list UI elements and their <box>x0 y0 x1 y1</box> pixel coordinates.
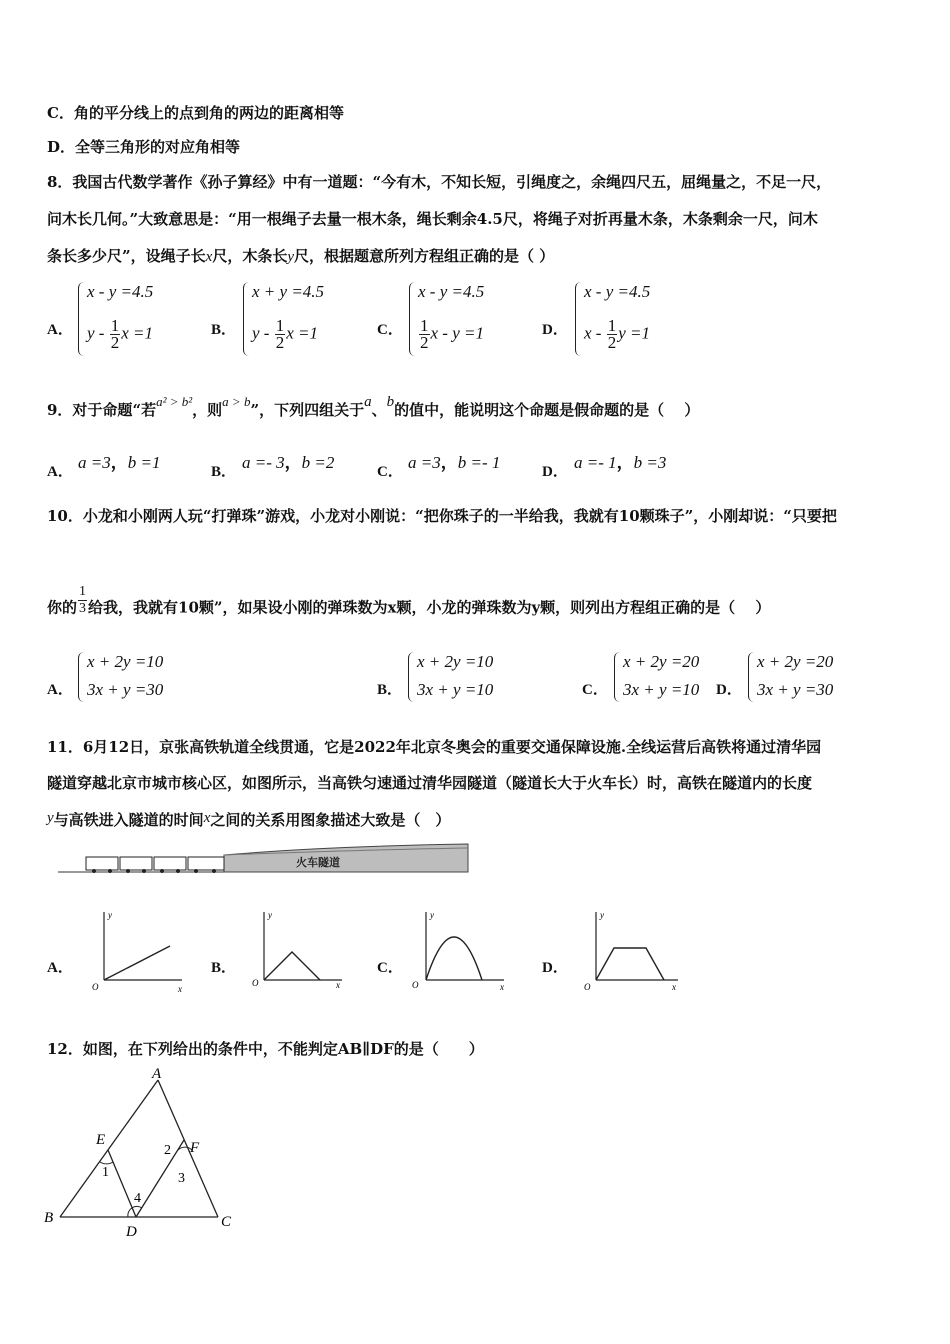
q9-option-a: a =3，b =1 <box>78 453 161 472</box>
q8-line-1: 8．我国古代数学著作《孙子算经》中有一道题：“今有木，不知长短，引绳度之，余绳四尺五，屈绳量之，不足一尺， <box>47 173 832 191</box>
graph-b <box>246 908 346 998</box>
q8-line-2: 问木长几何。”大致意思是：“用一根绳子去量一根木条，绳长剩余4.5尺，将绳子对折再量木条，木条剩余一尺，问木 <box>47 210 818 228</box>
svg-text:F: F <box>190 1140 200 1156</box>
svg-text:C: C <box>221 1214 232 1230</box>
graph-c-curve <box>426 937 482 980</box>
q9-label-d: D． <box>542 464 568 480</box>
graph-b-line <box>264 952 320 980</box>
q7-option-d: D．全等三角形的对应角相等 <box>47 138 241 156</box>
svg-text:x: x <box>672 982 676 992</box>
q9-label-b: B． <box>211 464 237 480</box>
q8-label-b: B． <box>211 322 237 338</box>
q9-stem: 9．对于命题“若a² > b²，则a > b”，下列四组关于a、b的值中，能说明这个命题是假命题的是（ ） <box>47 394 700 419</box>
q8-system-c: x - y =4.5 $\frac{1}{2}$ x - y =1 <box>409 282 529 356</box>
segment-ed <box>108 1150 136 1217</box>
q7-option-c: C．角的平分线上的点到角的两边的距离相等 <box>47 104 344 122</box>
svg-text:y: y <box>108 910 112 920</box>
svg-text:1: 1 <box>102 1165 109 1180</box>
svg-text:O: O <box>252 978 259 988</box>
train-tunnel-figure <box>56 842 472 878</box>
tunnel-label: 火车隧道 <box>296 857 340 869</box>
var-y: y <box>287 249 294 265</box>
q11-label-a: A． <box>47 960 73 976</box>
q10-line-1: 10．小龙和小刚两人玩“打弹珠”游戏，小龙对小刚说：“把你珠子的一半给我，我就有10颗珠子”，小刚却说：“只要把 <box>47 507 837 525</box>
angle-1-arc <box>100 1162 113 1164</box>
q11-label-b: B． <box>211 960 237 976</box>
svg-text:O: O <box>584 982 591 992</box>
graph-c <box>408 908 508 998</box>
train-car-3 <box>154 857 186 870</box>
q8-line-3: 条长多少尺”，设绳子长x尺，木条长y尺，根据题意所列方程组正确的是（ ） <box>47 247 555 265</box>
var-x: x <box>205 249 213 265</box>
q8-label-a: A． <box>47 322 73 338</box>
triangle-figure <box>40 1062 250 1240</box>
q10-label-a: A． <box>47 682 73 698</box>
q10-system-b: x + 2y =10 3x + y =10 <box>408 652 518 702</box>
q11-label-d: D． <box>542 960 568 976</box>
svg-text:y: y <box>430 910 434 920</box>
svg-text:2: 2 <box>164 1143 171 1158</box>
q8-system-a: x - y =4.5 y - $\frac{1}{2}$ x =1 <box>78 282 198 356</box>
q10-label-b: B． <box>377 682 403 698</box>
q11-label-c: C． <box>377 960 403 976</box>
q10-system-d: x + 2y =20 3x + y =30 <box>748 652 858 702</box>
q10-label-c: C． <box>582 682 608 698</box>
q11-line-3: y与高铁进入隧道的时间x之间的关系用图象描述大致是（ ） <box>47 810 451 829</box>
svg-text:B: B <box>44 1210 54 1226</box>
svg-text:x: x <box>336 980 340 990</box>
q10-system-a: x + 2y =10 3x + y =30 <box>78 652 188 702</box>
q9-condition: a² > b² <box>156 394 193 409</box>
q11-line-1: 11．6月12日，京张高铁轨道全线贯通，它是2022年北京冬奥会的重要交通保障设施.全线运营后高铁将通过清华园 <box>47 738 822 756</box>
svg-text:4: 4 <box>134 1191 141 1206</box>
q12-line-1: 12．如图，在下列给出的条件中，不能判定AB∥DF的是（ ） <box>47 1040 484 1058</box>
svg-text:O: O <box>92 982 99 992</box>
q8-label-c: C． <box>377 322 403 338</box>
q10-line-2: 你的 $\frac{1}{3}$ 给我，我就有10颗”，如果设小刚的弹珠数为x颗，小龙的弹珠数为y颗，则列出方程组正确的是（ ） <box>47 584 771 617</box>
q9-option-b: a =- 3，b =2 <box>242 453 335 472</box>
svg-text:D: D <box>126 1224 137 1240</box>
svg-text:A: A <box>152 1066 162 1082</box>
q8-system-d: x - y =4.5 x - $\frac{1}{2}$ y =1 <box>575 282 695 356</box>
graph-d-line <box>596 948 664 980</box>
q11-line-2: 隧道穿越北京市城市核心区，如图所示，当高铁匀速通过清华园隧道（隧道长大于火车长）时，高铁在隧道内的长度 <box>47 774 813 792</box>
svg-text:x: x <box>178 984 182 994</box>
q9-label-a: A． <box>47 464 73 480</box>
q8-system-b: x + y =4.5 y - $\frac{1}{2}$ x =1 <box>243 282 363 356</box>
graph-a <box>86 908 186 998</box>
svg-text:y: y <box>268 910 272 920</box>
train-car-2 <box>120 857 152 870</box>
svg-text:O: O <box>412 980 419 990</box>
graph-d <box>578 908 682 998</box>
q9-option-c: a =3，b =- 1 <box>408 453 501 472</box>
svg-text:3: 3 <box>178 1171 185 1186</box>
q9-option-d: a =- 1，b =3 <box>574 453 667 472</box>
segment-df <box>136 1140 184 1217</box>
q9-conclusion: a > b <box>222 394 251 409</box>
segment-ab <box>60 1080 158 1217</box>
svg-text:E: E <box>96 1132 106 1148</box>
train-car-1 <box>86 857 118 870</box>
q10-system-c: x + 2y =20 3x + y =10 <box>614 652 718 702</box>
svg-text:y: y <box>600 910 604 920</box>
q9-label-c: C． <box>377 464 403 480</box>
q8-label-d: D． <box>542 322 568 338</box>
graph-a-line <box>104 946 170 980</box>
train-car-4 <box>188 857 224 870</box>
svg-text:x: x <box>500 982 504 992</box>
q10-label-d: D． <box>716 682 742 698</box>
